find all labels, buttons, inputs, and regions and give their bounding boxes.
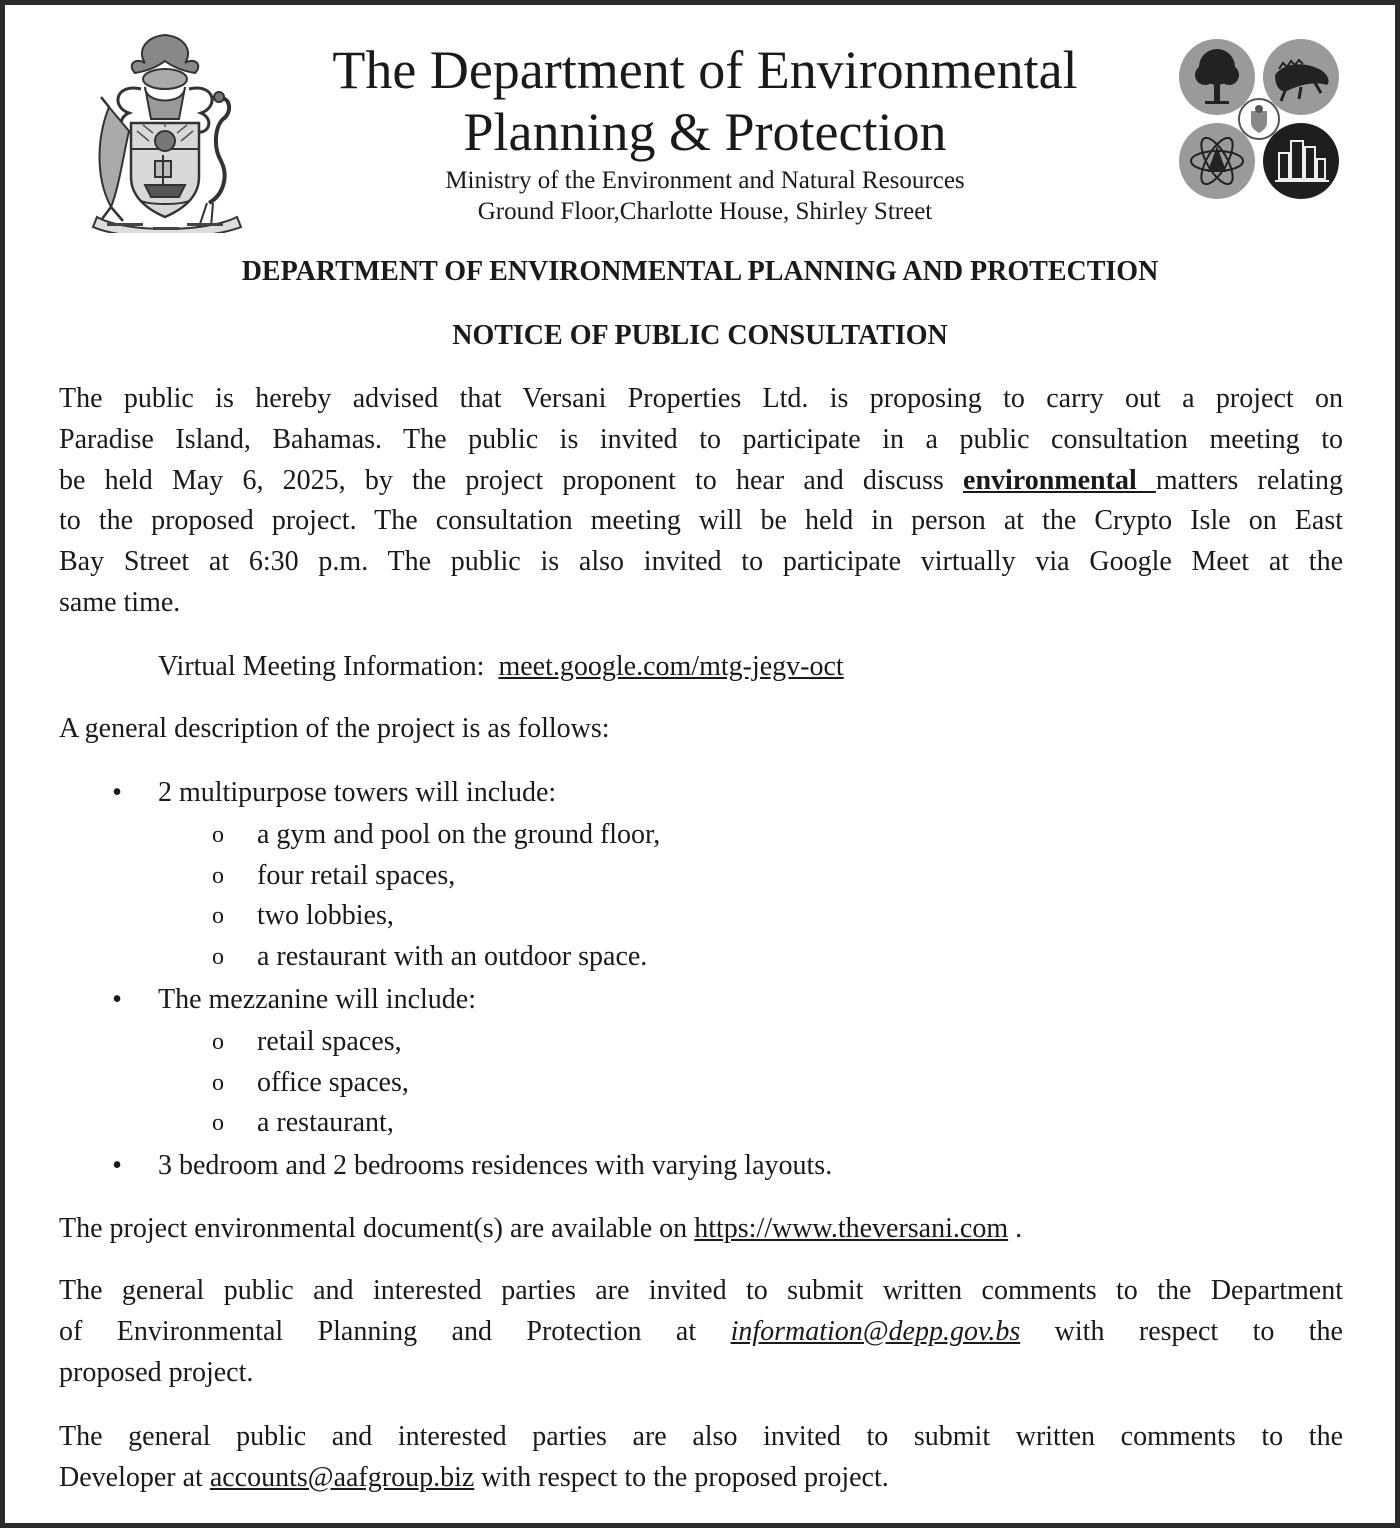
- documents-text: The project environmental document(s) are available on: [59, 1213, 695, 1244]
- bullet-dot: •: [112, 1150, 122, 1181]
- intro-line-1: The public is hereby advised that Versani Properties Ltd. is proposing to carry out a project on: [59, 383, 1343, 414]
- sub-bullet-circle: o: [212, 1070, 224, 1096]
- department-title-line2: Planning & Protection: [463, 102, 947, 162]
- towers-item: a gym and pool on the ground floor,: [257, 819, 661, 850]
- intro-line-3: [59, 461, 1343, 502]
- mezzanine-item: a restaurant,: [257, 1107, 394, 1138]
- department-heading: DEPARTMENT OF ENVIRONMENTAL PLANNING AND PROTECTION: [241, 256, 1159, 287]
- mezzanine-item: office spaces,: [257, 1067, 409, 1098]
- residences-bullet: 3 bedroom and 2 bedrooms residences with varying layouts.: [158, 1150, 833, 1181]
- intro-line-6: same time.: [59, 586, 181, 618]
- developer-line-2-start: Developer at: [59, 1461, 210, 1493]
- bullet-dot: •: [112, 777, 122, 808]
- developer-line-2: [59, 1458, 1343, 1499]
- virtual-meeting-info: [158, 647, 844, 687]
- towers-item: four retail spaces,: [257, 860, 456, 891]
- environmental-emphasis: environmental: [963, 464, 1156, 496]
- comments-line-1: The general public and interested parties are invited to submit written comments to the Department: [59, 1275, 1343, 1306]
- office-address: Ground Floor,Charlotte House, Shirley Street: [477, 198, 933, 225]
- department-email-link[interactable]: information@depp.gov.bs: [730, 1315, 1021, 1347]
- towers-item: two lobbies,: [257, 900, 394, 931]
- department-title-line1: The Department of Environmental: [332, 40, 1078, 100]
- developer-line-1: The general public and interested parties are also invited to submit written comments to the: [59, 1421, 1343, 1452]
- header: [275, 39, 1135, 227]
- sub-bullet-circle: o: [212, 1029, 224, 1055]
- depp-four-circle-seal-icon: [1175, 35, 1345, 205]
- sub-bullet-circle: o: [212, 863, 224, 889]
- bahamas-coat-of-arms-icon: [75, 27, 255, 233]
- documents-paragraph: [59, 1209, 1022, 1249]
- developer-comments-paragraph: [59, 1417, 1343, 1499]
- comments-line-3: proposed project.: [59, 1356, 254, 1388]
- virtual-meeting-link[interactable]: meet.google.com/mtg-jegv-oct: [498, 651, 844, 682]
- sub-bullet-circle: o: [212, 822, 224, 848]
- towers-item: a restaurant with an outdoor space.: [257, 941, 648, 972]
- project-website-link[interactable]: https://www.theversani.com: [694, 1213, 1009, 1244]
- intro-line-3-start: be held May 6, 2025, by the project proponent to hear and discuss: [59, 464, 964, 496]
- intro-paragraph: [59, 379, 1343, 624]
- sub-bullet-circle: o: [212, 903, 224, 929]
- department-comments-paragraph: [59, 1271, 1343, 1393]
- comments-line-2-start: of Environmental Planning and Protection at: [59, 1315, 731, 1347]
- intro-line-2: Paradise Island, Bahamas. The public is invited to participate in a public consultation meeting to: [59, 423, 1343, 455]
- ministry-name: Ministry of the Environment and Natural Resources: [445, 167, 965, 194]
- description-intro: A general description of the project is as follows:: [59, 713, 610, 744]
- virtual-meeting-label: Virtual Meeting Information:: [158, 651, 485, 682]
- sub-bullet-circle: o: [212, 944, 224, 970]
- comments-line-2-end: with respect to the: [1020, 1315, 1343, 1347]
- developer-email-link[interactable]: accounts@aafgroup.biz: [209, 1461, 475, 1493]
- notice-heading: NOTICE OF PUBLIC CONSULTATION: [452, 320, 948, 351]
- intro-line-5: Bay Street at 6:30 p.m. The public is also invited to participate virtually via Google Meet at the: [59, 546, 1343, 578]
- towers-bullet: 2 multipurpose towers will include:: [158, 777, 557, 808]
- mezzanine-item: retail spaces,: [257, 1026, 402, 1057]
- intro-line-4: to the proposed project. The consultation meeting will be held in person at the Crypto Isle on East: [59, 505, 1343, 537]
- bullet-dot: •: [112, 984, 122, 1015]
- documents-end: .: [1008, 1213, 1023, 1244]
- intro-line-3-end: matters relating: [1155, 464, 1344, 496]
- mezzanine-bullet: The mezzanine will include:: [158, 984, 476, 1015]
- comments-line-2: [59, 1312, 1343, 1353]
- developer-line-2-end: with respect to the proposed project.: [474, 1461, 889, 1493]
- sub-bullet-circle: o: [212, 1110, 224, 1136]
